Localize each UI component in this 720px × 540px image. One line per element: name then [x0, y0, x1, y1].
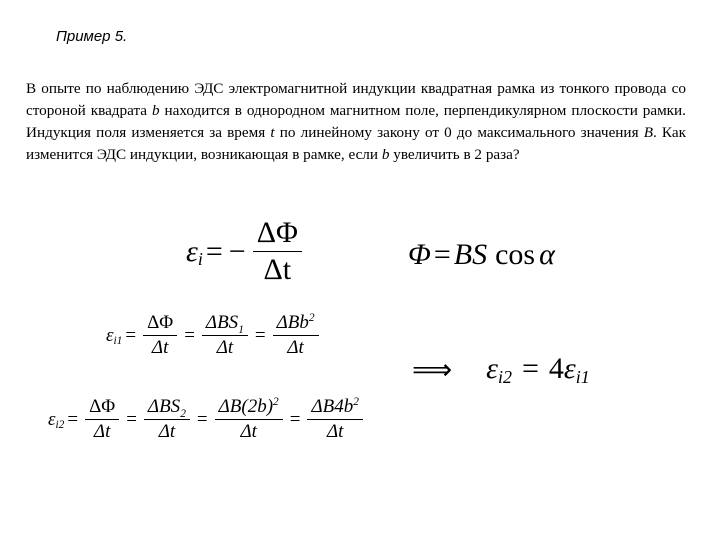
- fraction-denominator: Δt: [326, 421, 344, 442]
- emf-symbol: ε: [563, 352, 576, 385]
- flux-cos: cos: [495, 238, 536, 271]
- problem-text-3: по линейному закону от 0 до максимального значения: [274, 124, 644, 141]
- flux-alpha: α: [539, 238, 555, 271]
- equals-sign: =: [184, 324, 195, 346]
- fraction-denominator: Δt: [287, 337, 304, 358]
- fraction-denominator: Δt: [151, 337, 169, 358]
- equals-sign: =: [254, 324, 266, 346]
- formula-flux: [408, 238, 555, 272]
- emf-subscript: i2: [497, 366, 512, 387]
- formula-emf-2: [48, 396, 367, 443]
- implies-arrow-icon: ⟹: [412, 352, 453, 386]
- fraction-numerator: [202, 312, 248, 336]
- equals-sign: =: [205, 234, 223, 268]
- equals-sign: =: [196, 408, 208, 430]
- emf-subscript: i1: [575, 366, 590, 387]
- problem-text-4: . Как изменится ЭДС индукции, возникающая в рамке, если: [26, 124, 686, 163]
- numerator-exponent: 2: [353, 396, 359, 409]
- equals-sign: =: [125, 324, 137, 346]
- emf-symbol: ε: [186, 234, 198, 268]
- numerator-text: ΔB4b: [311, 396, 354, 417]
- fraction-dphi-dt: [253, 216, 302, 287]
- formula-emf-law: [186, 216, 306, 287]
- equals-sign: =: [67, 408, 79, 430]
- fraction-denominator: Δt: [263, 253, 292, 286]
- flux-symbol: Φ: [408, 238, 431, 271]
- formula-result: [412, 352, 590, 386]
- fraction-numerator: ΔΦ: [253, 216, 302, 252]
- problem-statement: [26, 78, 686, 166]
- problem-text-1: В опыте по наблюдению ЭДС электромагнитной индукции квадратная рамка из тонкого провода со стороной квадрата: [26, 80, 686, 119]
- numerator-exponent: 2: [273, 396, 279, 409]
- fraction: [215, 396, 283, 443]
- emf-subscript: i2: [55, 418, 65, 431]
- formula-emf-1: [106, 312, 323, 359]
- fraction: [85, 396, 119, 443]
- fraction-numerator: ΔΦ: [143, 312, 177, 336]
- minus-sign: −: [228, 234, 246, 268]
- fraction: [273, 312, 319, 359]
- equals-sign: =: [521, 352, 539, 385]
- numerator-exponent: 2: [308, 312, 315, 325]
- numerator-text: ΔBS: [147, 396, 181, 417]
- fraction-denominator: Δt: [158, 421, 176, 442]
- emf-symbol: ε: [106, 324, 114, 346]
- equals-sign: =: [433, 238, 451, 271]
- numerator-subscript: 1: [238, 324, 244, 337]
- coefficient: 4: [548, 352, 564, 385]
- problem-var-B: B: [643, 124, 653, 141]
- fraction-denominator: Δt: [240, 421, 257, 442]
- emf-subscript: i: [197, 249, 203, 270]
- numerator-text: ΔBb: [276, 312, 309, 333]
- problem-text-2: находится в однородном магнитном поле, перпендикулярном плоскости рамки. Индукция поля изменяется за время: [26, 102, 686, 141]
- fraction-denominator: Δt: [93, 421, 111, 442]
- fraction: [202, 312, 248, 359]
- emf-subscript: i1: [113, 334, 123, 347]
- numerator-text: ΔBS: [205, 312, 239, 333]
- fraction-numerator: [215, 396, 283, 420]
- numerator-subscript: 2: [180, 408, 186, 421]
- fraction-denominator: Δt: [216, 337, 234, 358]
- equals-sign: =: [126, 408, 137, 430]
- fraction: [307, 396, 362, 443]
- fraction-numerator: ΔΦ: [85, 396, 119, 420]
- flux-bs: BS: [453, 238, 488, 271]
- emf-symbol: ε: [486, 352, 498, 385]
- fraction: [144, 396, 190, 443]
- emf-symbol: ε: [48, 408, 56, 430]
- fraction-numerator: [307, 396, 362, 420]
- problem-text-5: увеличить в 2 раза?: [389, 146, 520, 163]
- problem-var-t: t: [270, 124, 275, 141]
- fraction: [143, 312, 177, 359]
- equals-sign: =: [289, 408, 301, 430]
- problem-var-b: b: [151, 102, 160, 119]
- fraction-numerator: [144, 396, 190, 420]
- numerator-text: ΔB(2b): [218, 396, 274, 417]
- problem-var-b2: b: [381, 146, 390, 163]
- fraction-numerator: [273, 312, 319, 336]
- example-heading: Пример 5.: [56, 28, 128, 45]
